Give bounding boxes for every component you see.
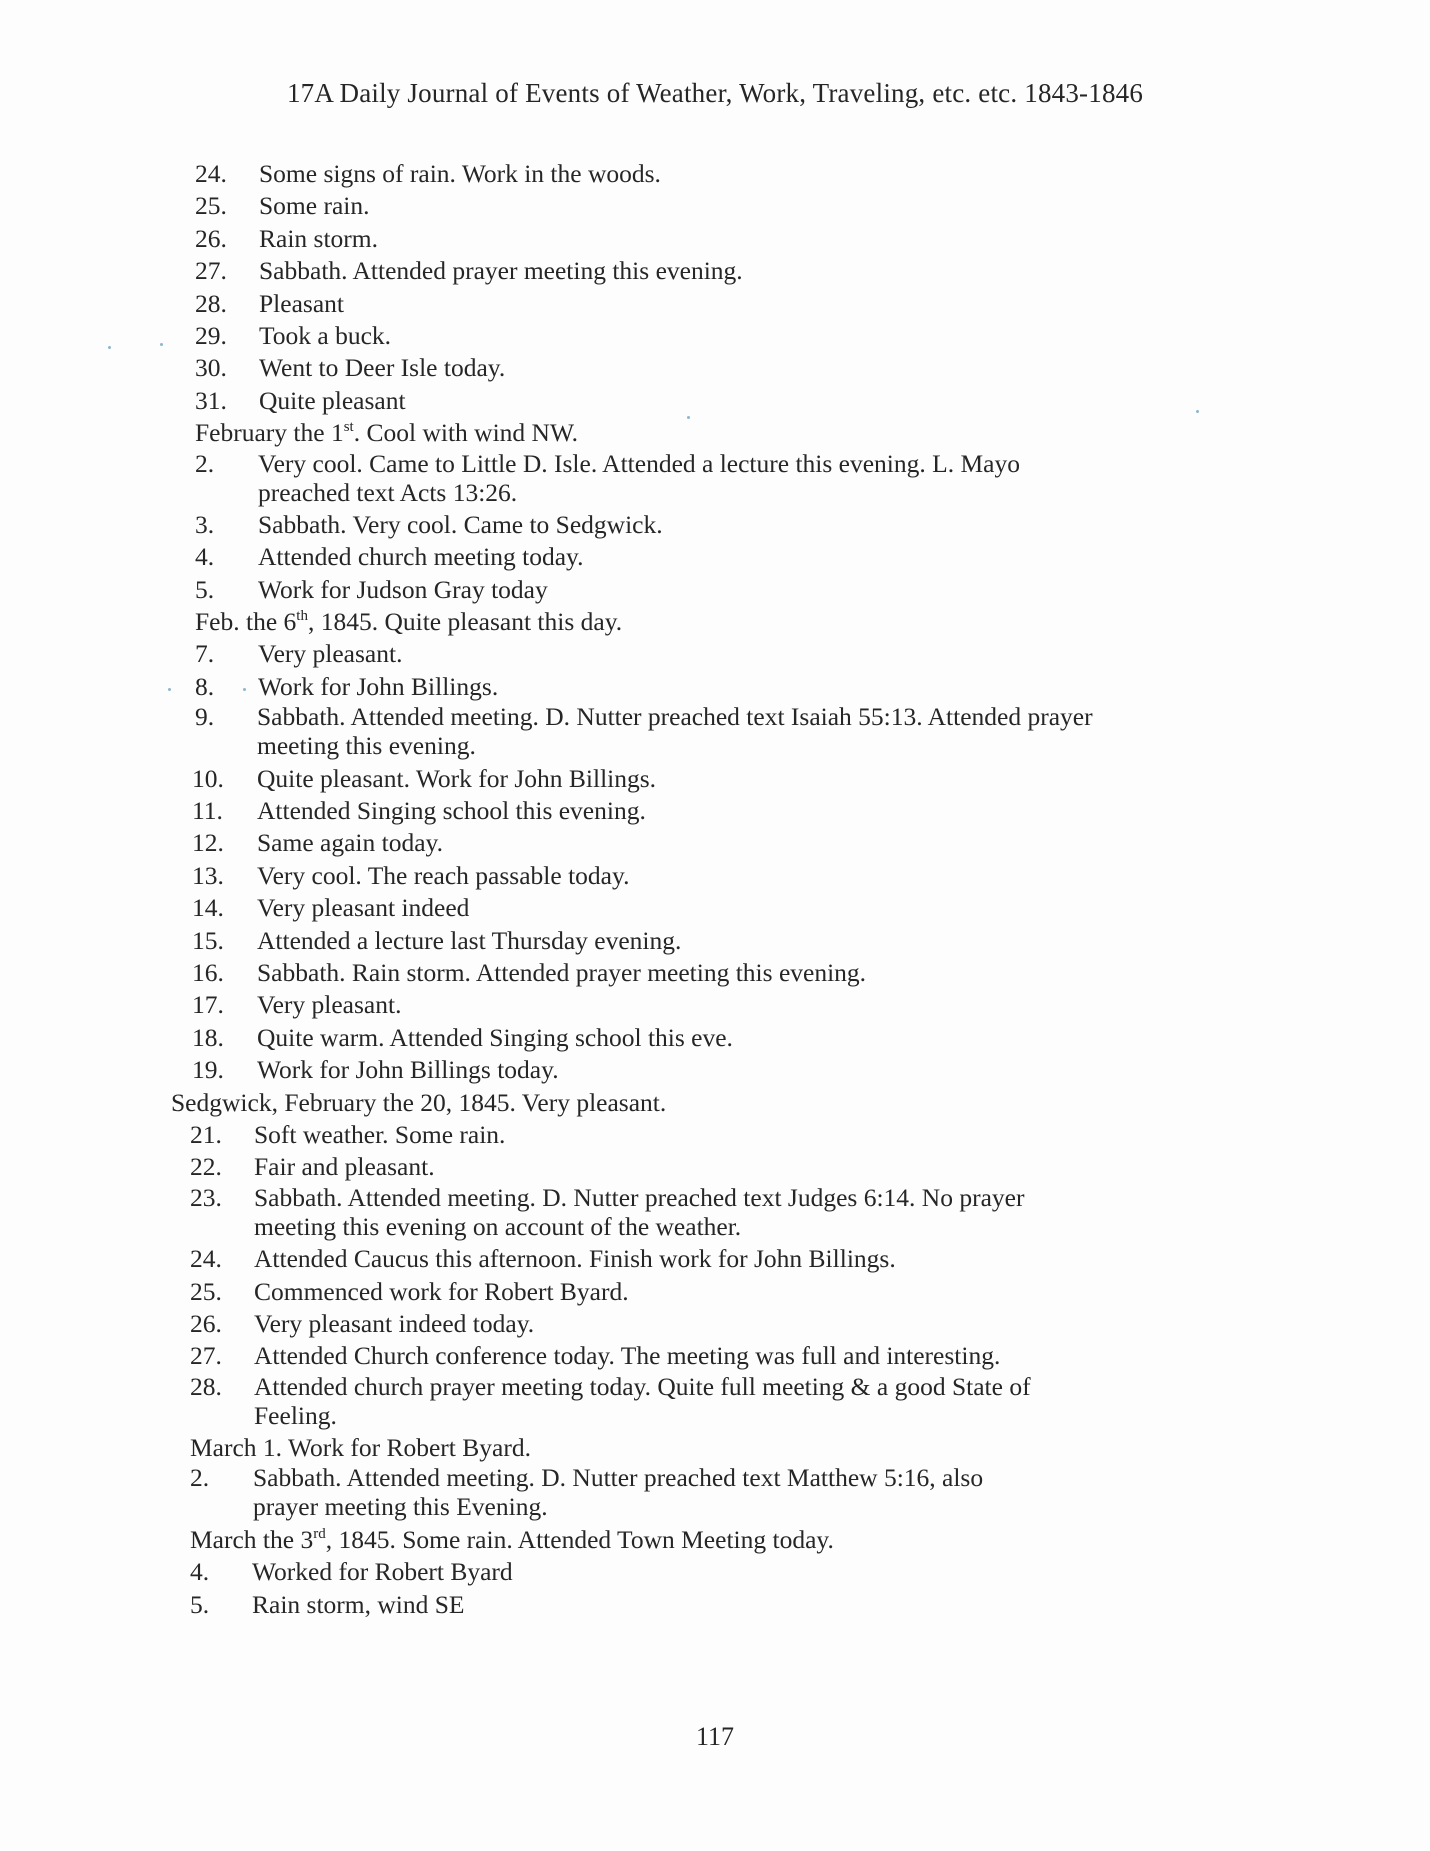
entry-text: Same again today. (257, 828, 443, 858)
journal-entry (0, 288, 1430, 320)
entry-number: 22. (190, 1152, 222, 1182)
entry-text: Sabbath. Attended meeting. D. Nutter preached text Isaiah 55:13. Attended prayer (257, 702, 1093, 732)
entry-number: 9. (195, 702, 215, 732)
entry-text: Took a buck. (259, 320, 392, 350)
entry-text: Very pleasant indeed today. (254, 1308, 535, 1338)
journal-entry (0, 860, 1430, 892)
entry-text: Fair and pleasant. (254, 1152, 435, 1182)
entry-continuation: Feeling. (254, 1400, 337, 1430)
entry-number: 29. (195, 320, 227, 350)
entry-text: Attended Caucus this afternoon. Finish work for John Billings. (254, 1244, 896, 1274)
entry-date-text (190, 1524, 834, 1556)
journal-entry (0, 1524, 1430, 1556)
entry-date: Feb. the 6 (195, 607, 297, 637)
entry-number: 5. (195, 574, 215, 604)
entry-text: Sabbath. Attended meeting. D. Nutter preached text Judges 6:14. No prayer (254, 1182, 1025, 1212)
entry-number: 24. (190, 1244, 222, 1274)
journal-entry-continuation (0, 477, 1430, 509)
journal-entry (0, 671, 1430, 703)
journal-entry (0, 925, 1430, 957)
scan-speck (168, 688, 171, 691)
journal-entry (0, 827, 1430, 859)
entry-number: 2. (195, 448, 215, 478)
entry-text: Some rain. (259, 191, 370, 221)
entry-text: Attended church prayer meeting today. Quite full meeting & a good State of (254, 1371, 1031, 1401)
entry-number: 3. (195, 509, 215, 539)
journal-entry-continuation (0, 730, 1430, 762)
journal-entry (0, 1243, 1430, 1275)
page-title: 17A Daily Journal of Events of Weather, Work, Traveling, etc. etc. 1843-1846 (286, 78, 1144, 108)
entry-text: Very pleasant. (257, 990, 402, 1020)
journal-entry-continuation (0, 1211, 1430, 1243)
entry-number: 13. (192, 860, 224, 890)
entry-continuation: meeting this evening on account of the weather. (254, 1211, 742, 1241)
entry-text: Attended church meeting today. (258, 542, 584, 572)
entry-date-suffix: rd (313, 1525, 326, 1542)
journal-entry (0, 1464, 1430, 1491)
entry-number: 30. (195, 353, 227, 383)
entry-number: 24. (195, 159, 227, 188)
entry-date: February the 1 (195, 418, 344, 448)
entry-number: 25. (190, 1276, 222, 1306)
scan-speck (160, 343, 163, 346)
scan-speck (243, 688, 246, 691)
journal-entry (0, 1184, 1430, 1211)
entry-number: 23. (190, 1182, 222, 1212)
entry-text: Went to Deer Isle today. (259, 353, 506, 383)
entry-date-suffix: st (343, 419, 354, 436)
entry-text: Sabbath. Attended meeting. D. Nutter preached text Matthew 5:16, also (253, 1463, 984, 1493)
journal-entry (0, 606, 1430, 638)
journal-entry (0, 638, 1430, 670)
entry-text: . Cool with wind NW. (353, 418, 579, 448)
entry-text: Quite warm. Attended Singing school this eve. (257, 1022, 733, 1052)
entry-number: 19. (192, 1055, 224, 1085)
journal-entry (0, 763, 1430, 795)
entry-number: 21. (190, 1119, 222, 1149)
journal-entry (0, 574, 1430, 606)
journal-entry (0, 1340, 1430, 1372)
journal-entry (0, 957, 1430, 989)
journal-entry (0, 1054, 1430, 1086)
journal-entry (0, 450, 1430, 477)
entry-date-line: Sedgwick, February the 20, 1845. Very pleasant. (171, 1087, 667, 1117)
entry-continuation: preached text Acts 13:26. (258, 477, 518, 507)
journal-entry (0, 158, 1430, 190)
scan-speck (108, 346, 111, 349)
entry-text: Very pleasant indeed (257, 893, 470, 923)
entry-date-line: March 1. Work for Robert Byard. (190, 1433, 531, 1463)
entry-number: 28. (195, 288, 227, 318)
entry-text: Quite pleasant. Work for John Billings. (257, 763, 657, 793)
entry-text: Sabbath. Attended prayer meeting this evening. (259, 256, 743, 286)
journal-entry (0, 1087, 1430, 1119)
entry-number: 4. (195, 542, 215, 572)
entry-number: 18. (192, 1022, 224, 1052)
entry-text: Sabbath. Rain storm. Attended prayer meeting this evening. (257, 957, 867, 987)
entry-text: Worked for Robert Byard (252, 1557, 513, 1587)
entry-text: Pleasant (259, 288, 344, 318)
entry-continuation: prayer meeting this Evening. (253, 1492, 548, 1522)
entry-text: Quite pleasant (259, 385, 406, 415)
journal-entry (0, 541, 1430, 573)
journal-entry (0, 509, 1430, 541)
journal-entry (0, 989, 1430, 1021)
journal-entries (0, 158, 1430, 1621)
entry-number: 17. (192, 990, 224, 1020)
scan-speck (687, 416, 690, 419)
entry-text: Very cool. The reach passable today. (257, 860, 630, 890)
entry-text: Commenced work for Robert Byard. (254, 1276, 629, 1306)
journal-entry (0, 190, 1430, 222)
entry-text: , 1845. Some rain. Attended Town Meeting today. (325, 1524, 834, 1554)
entry-text: Attended Singing school this evening. (257, 796, 646, 826)
journal-entry (0, 1308, 1430, 1340)
entry-text: Work for John Billings today. (257, 1055, 559, 1085)
entry-text: Sabbath. Very cool. Came to Sedgwick. (258, 509, 663, 539)
entry-number: 2. (190, 1463, 210, 1493)
entry-number: 27. (190, 1341, 222, 1371)
entry-text: Attended Church conference today. The meeting was full and interesting. (254, 1341, 1001, 1371)
journal-entry (0, 352, 1430, 384)
entry-number: 7. (195, 639, 215, 669)
journal-entry (0, 1276, 1430, 1308)
entry-date: March the 3 (190, 1524, 314, 1554)
entry-text: Soft weather. Some rain. (254, 1119, 506, 1149)
entry-continuation: meeting this evening. (257, 731, 476, 761)
entry-number: 28. (190, 1371, 222, 1401)
entry-number: 25. (195, 191, 227, 221)
entry-number: 26. (190, 1308, 222, 1338)
journal-entry (0, 255, 1430, 287)
journal-entry (0, 1373, 1430, 1400)
page-number: 117 (695, 1722, 735, 1751)
entry-text: Some signs of rain. Work in the woods. (259, 159, 661, 188)
journal-entry (0, 1589, 1430, 1621)
journal-entry (0, 1022, 1430, 1054)
journal-entry (0, 417, 1430, 449)
journal-entry (0, 1151, 1430, 1183)
journal-entry-continuation (0, 1491, 1430, 1523)
journal-entry (0, 320, 1430, 352)
journal-entry (0, 1556, 1430, 1588)
entry-text: Work for John Billings. (258, 671, 499, 701)
entry-text: Rain storm. (259, 223, 378, 253)
journal-entry (0, 223, 1430, 255)
entry-number: 10. (192, 763, 224, 793)
entry-date-text (195, 417, 578, 449)
entry-date-suffix: th (296, 608, 308, 625)
entry-text: Very cool. Came to Little D. Isle. Attended a lecture this evening. L. Mayo (258, 448, 1020, 478)
entry-number: 26. (195, 223, 227, 253)
entry-number: 31. (195, 385, 227, 415)
journal-entry (0, 1432, 1430, 1464)
entry-number: 14. (192, 893, 224, 923)
entry-text: , 1845. Quite pleasant this day. (307, 607, 623, 637)
entry-number: 16. (192, 957, 224, 987)
entry-text: Very pleasant. (258, 639, 403, 669)
entry-number: 4. (190, 1557, 210, 1587)
journal-entry (0, 892, 1430, 924)
entry-number: 8. (195, 671, 215, 701)
entry-number: 12. (192, 828, 224, 858)
journal-entry (0, 703, 1430, 730)
journal-entry (0, 385, 1430, 417)
entry-number: 5. (190, 1589, 210, 1619)
entry-number: 15. (192, 925, 224, 955)
entry-date-text (195, 606, 622, 638)
journal-entry (0, 795, 1430, 827)
journal-entry (0, 1119, 1430, 1151)
entry-number: 27. (195, 256, 227, 286)
scan-speck (1196, 410, 1199, 413)
journal-entry-continuation (0, 1400, 1430, 1432)
entry-text: Rain storm, wind SE (252, 1589, 465, 1619)
entry-number: 11. (192, 796, 223, 826)
entry-text: Work for Judson Gray today (258, 574, 548, 604)
entry-text: Attended a lecture last Thursday evening. (257, 925, 682, 955)
